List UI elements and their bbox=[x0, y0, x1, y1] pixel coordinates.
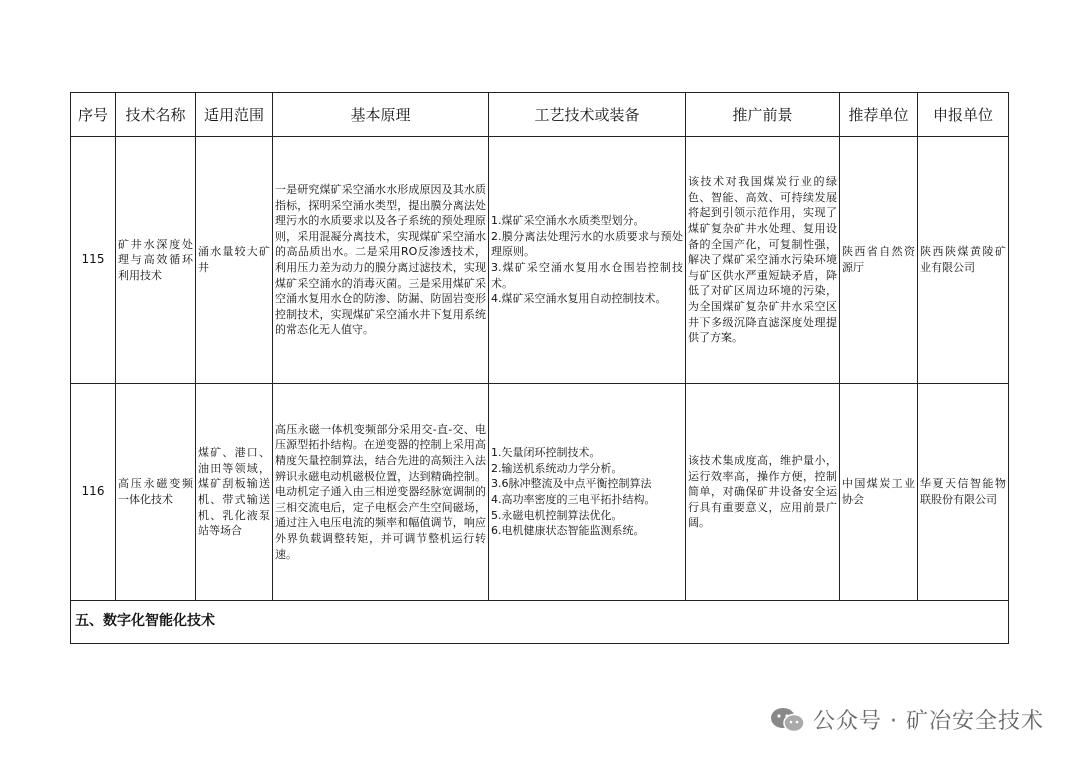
row-tech-name: 高压永磁变频一体化技术 bbox=[116, 384, 196, 601]
table-row bbox=[71, 384, 1009, 601]
wechat-icon bbox=[769, 706, 807, 734]
row-recommender: 中国煤炭工业协会 bbox=[840, 384, 918, 601]
header-prospect: 推广前景 bbox=[686, 93, 840, 137]
header-principle: 基本原理 bbox=[273, 93, 489, 137]
header-no: 序号 bbox=[71, 93, 116, 137]
row-scope: 煤矿、港口、油田等领域，煤矿刮板输送机、带式输送机、乳化液泵站等场合 bbox=[196, 384, 273, 601]
header-applicant: 申报单位 bbox=[918, 93, 1009, 137]
row-process: 1.矢量闭环控制技术。 2.输送机系统动力学分析。 3.6脉冲整流及中点平衡控制算法 4.高功率密度的三电平拓扑结构。 5.永磁电机控制算法优化。 6.电机健康状态智能监测系统。 bbox=[489, 384, 686, 601]
header-recommender: 推荐单位 bbox=[840, 93, 918, 137]
row-prospect: 该技术对我国煤炭行业的绿色、智能、高效、可持续发展将起到引领示范作用，实现了煤矿复杂矿井水处理、复用设备的全国产化，可复制性强，解决了煤矿采空涌水污染环境与矿区供水严重短缺矛盾，降低了对矿区周边环境的污染，为全国煤矿复杂矿井水采空区井下多级沉降直滤深度处理提供了方案。 bbox=[686, 137, 840, 384]
row-prospect: 该技术集成度高，维护量小，运行效率高，操作方便，控制简单，对确保矿井设备安全运行具有重要意义，应用前景广阔。 bbox=[686, 384, 840, 601]
watermark-text: 公众号 · 矿冶安全技术 bbox=[813, 709, 1044, 734]
header-process: 工艺技术或装备 bbox=[489, 93, 686, 137]
row-scope: 涌水量较大矿井 bbox=[196, 137, 273, 384]
header-row bbox=[71, 93, 1009, 137]
header-scope: 适用范围 bbox=[196, 93, 273, 137]
table-row bbox=[71, 137, 1009, 384]
section-title: 五、数字化智能化技术 bbox=[71, 601, 1009, 644]
row-no: 115 bbox=[71, 137, 116, 384]
section-row bbox=[71, 601, 1009, 644]
row-recommender: 陕西省自然资源厅 bbox=[840, 137, 918, 384]
watermark bbox=[769, 704, 1044, 735]
row-tech-name: 矿井水深度处理与高效循环利用技术 bbox=[116, 137, 196, 384]
technology-table bbox=[70, 92, 1009, 644]
row-no: 116 bbox=[71, 384, 116, 601]
row-applicant: 陕西陕煤黄陵矿业有限公司 bbox=[918, 137, 1009, 384]
row-principle: 一是研究煤矿采空涌水水形成原因及其水质指标，探明采空涌水类型，提出膜分离法处理污水的水质要求以及各子系统的预处理原则，采用混凝分离技术，实现煤矿采空涌水的高品质出水。二是采用RO反渗透技术，利用压力差为动力的膜分离过滤技术，实现煤矿采空涌水的消毒灭菌。三是采用煤矿采空涌水复用水仓的防渗、防漏、防固岩变形控制技术，实现煤矿采空涌水井下复用系统的常态化无人值守。 bbox=[273, 137, 489, 384]
header-name: 技术名称 bbox=[116, 93, 196, 137]
row-principle: 高压永磁一体机变频部分采用交-直-交、电压源型拓扑结构。在逆变器的控制上采用高精度矢量控制算法，结合先进的高频注入法辨识永磁电动机磁极位置，达到精确控制。电动机定子通入由三相逆变器经脉宽调制的三相交流电后，定子电枢会产生空间磁场，通过注入电压电流的频率和幅值调节，响应外界负载调整转矩，并可调节整机运行转速。 bbox=[273, 384, 489, 601]
row-process: 1.煤矿采空涌水水质类型划分。 2.膜分离法处理污水的水质要求与预处理原则。 3.煤矿采空涌水复用水仓围岩控制技术。 4.煤矿采空涌水复用自动控制技术。 bbox=[489, 137, 686, 384]
row-applicant: 华夏天信智能物联股份有限公司 bbox=[918, 384, 1009, 601]
